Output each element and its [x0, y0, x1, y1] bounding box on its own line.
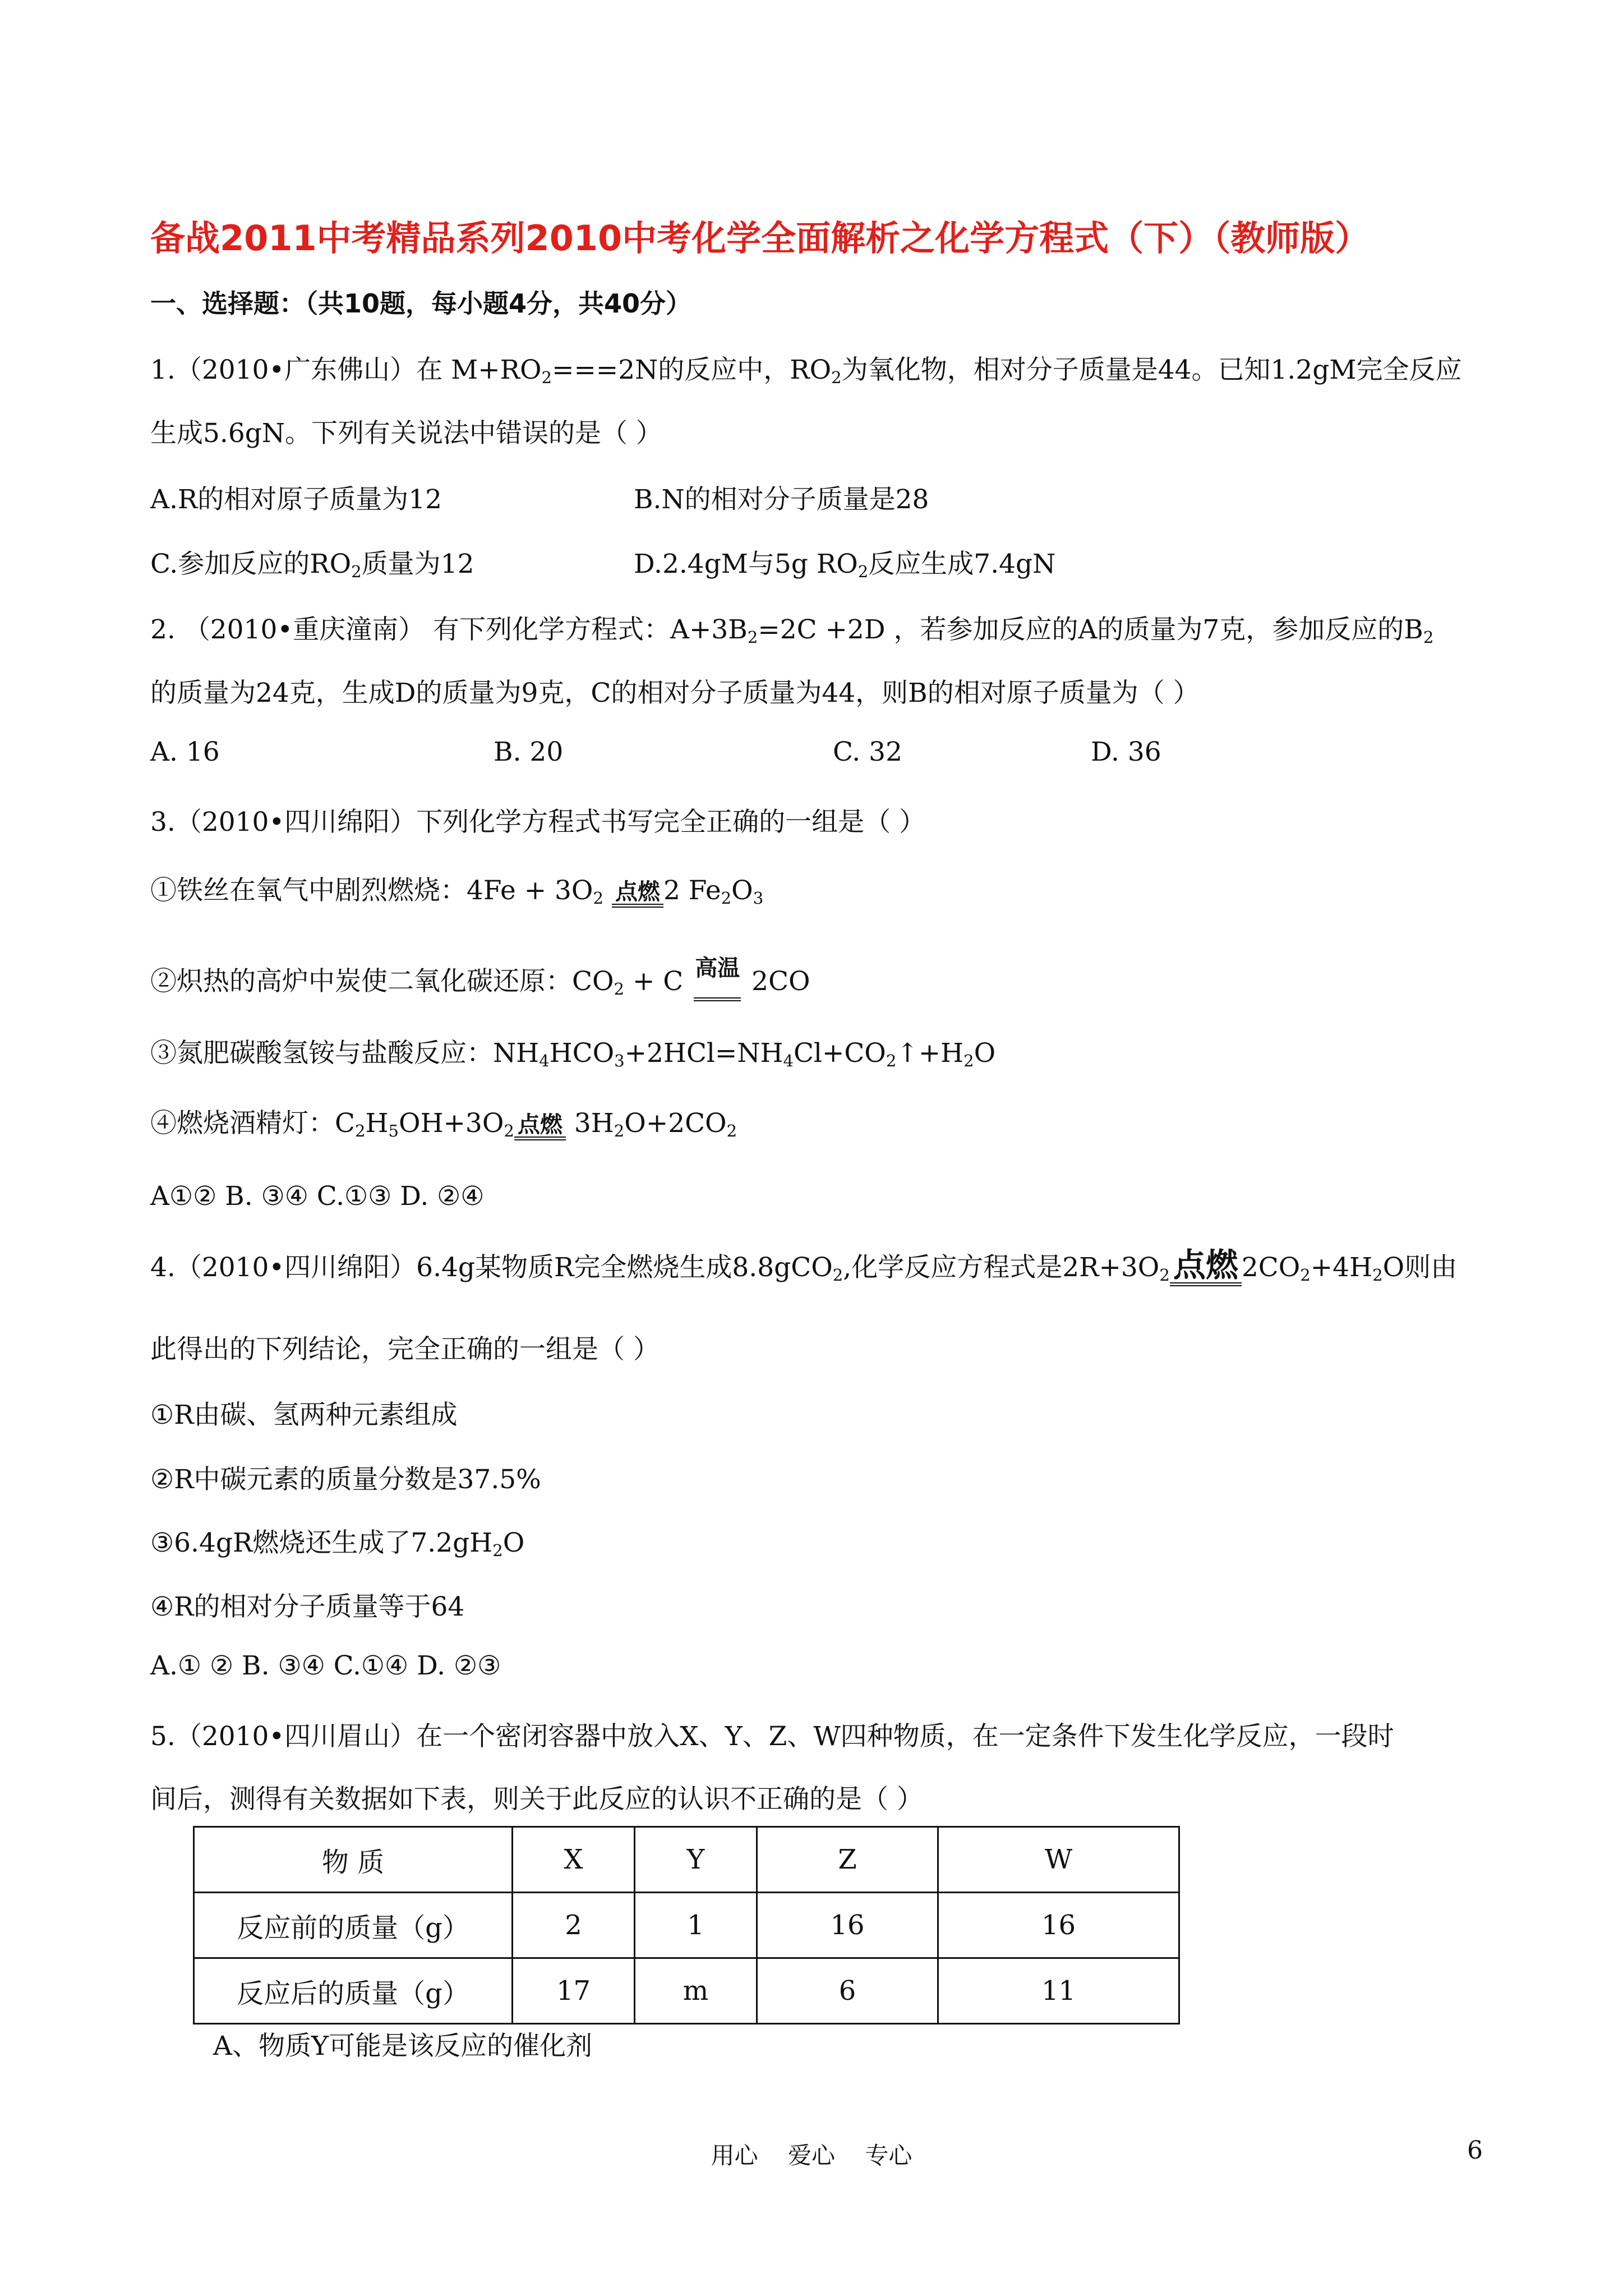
q1-option-a: A.R的相对原子质量为12	[150, 484, 442, 515]
q2-line1: 2. （2010•重庆潼南） 有下列化学方程式：$A+3B_2=2C +2D$ ，若参加反应的A的质量为7克，参加反应的$B_2$	[150, 614, 1434, 647]
q4-statement-2: ②R中碳元素的质量分数是37.5%	[150, 1464, 541, 1495]
q1-line2: 生成5.6gN。下列有关说法中错误的是（ ）	[150, 418, 662, 449]
page-footer: 用心 爱心 专心	[711, 2142, 912, 2169]
q1-option-b: B.N的相对分子质量是28	[634, 484, 929, 515]
table-header-row	[194, 1827, 1179, 1893]
table-cell: 反应后的质量（g）	[194, 1958, 513, 2024]
table-header-cell: X	[513, 1827, 635, 1893]
q4-statement-3: ③6.4gR燃烧还生成了$7.2gH_2O$	[150, 1527, 525, 1561]
q2-option-a: A. 16	[150, 737, 220, 767]
table-cell: 反应前的质量（g）	[194, 1893, 513, 1958]
q3-equation-1: ①铁丝在氧气中剧烈燃烧：$4Fe + 3O_2$ 点燃 2 $Fe_2O_3$	[150, 875, 764, 908]
q3-equation-4: ④燃烧酒精灯：$C_2H_5OH+3O_2$ 点燃 $3H_2O+2CO_2$	[150, 1108, 737, 1141]
table-row	[194, 1893, 1179, 1958]
q1-option-c: C.参加反应的$RO_2$质量为12	[150, 549, 474, 582]
table-cell: 17	[513, 1958, 635, 2024]
table-cell: m	[635, 1958, 757, 2024]
q3-options: A①② B. ③④ C.①③ D. ②④	[150, 1181, 485, 1212]
q4-line2: 此得出的下列结论，完全正确的一组是（ ）	[150, 1334, 660, 1365]
q2-option-b: B. 20	[494, 737, 564, 767]
q2-option-c: C. 32	[833, 737, 902, 767]
mass-data-table	[193, 1826, 1180, 2024]
table-cell: 2	[513, 1893, 635, 1958]
table-row	[194, 1958, 1179, 2024]
table-cell: 1	[635, 1893, 757, 1958]
table-cell: 16	[757, 1893, 938, 1958]
table-header-cell: Z	[757, 1827, 938, 1893]
q3-stem: 3.（2010•四川绵阳）下列化学方程式书写完全正确的一组是（ ）	[150, 807, 926, 838]
reaction-condition-ignite: 点燃	[612, 880, 663, 908]
q2-line2: 的质量为24克，生成D的质量为9克，C的相对分子质量为44，则B的相对原子质量为（ ）	[150, 678, 1200, 708]
q3-equation-2: ②炽热的高炉中炭使二氧化碳还原：$CO_2 + C$ 高温 2CO	[150, 955, 810, 999]
reaction-condition-high-temp: 高温	[691, 956, 743, 980]
q5-option-a: A、物质Y可能是该反应的催化剂	[213, 2031, 592, 2062]
q1-option-d: D.2.4gM与5g $RO_2$反应生成7.4gN	[634, 549, 1056, 582]
q2-option-d: D. 36	[1091, 737, 1161, 767]
q4-options: A.① ② B. ③④ C.①④ D. ②③	[150, 1650, 501, 1681]
page-title: 备战2011中考精品系列2010中考化学全面解析之化学方程式（下）（教师版）	[150, 218, 1370, 259]
reaction-condition-ignite: 点燃	[514, 1113, 566, 1140]
table-header-cell: W	[938, 1827, 1179, 1893]
table-header-cell: 物 质	[194, 1827, 513, 1893]
section-heading: 一、选择题：（共10题，每小题4分，共40分）	[150, 288, 692, 319]
table-header-cell: Y	[635, 1827, 757, 1893]
table-cell: 6	[757, 1958, 938, 2024]
q5-line2: 间后，测得有关数据如下表，则关于此反应的认识不正确的是（ ）	[150, 1784, 923, 1815]
q4-statement-1: ①R由碳、氢两种元素组成	[150, 1400, 458, 1430]
page-number: 6	[1467, 2136, 1483, 2165]
q4-statement-4: ④R的相对分子质量等于64	[150, 1591, 465, 1622]
table-cell: 11	[938, 1958, 1179, 2024]
table-cell: 16	[938, 1893, 1179, 1958]
reaction-condition-ignite: 点燃	[1170, 1248, 1242, 1286]
q4-line1: 4.（2010•四川绵阳）6.4g某物质R完全燃烧生成8.8gCO$_2$,化学反应方程式是$2R+3O_2$ 点燃 $2CO_2+4H_2O$则由	[150, 1246, 1457, 1286]
q5-line1: 5.（2010•四川眉山）在一个密闭容器中放入X、Y、Z、W四种物质，在一定条件下发生化学反应，一段时	[150, 1721, 1394, 1752]
q1-line1: 1.（2010•广东佛山）在 $M+RO_2===2N$的反应中，$RO_2$为氧化物，相对分子质量是44。已知1.2gM完全反应	[150, 355, 1462, 388]
q3-equation-3: ③氮肥碳酸氢铵与盐酸反应：$NH_4HCO_3+2HCl=NH_4Cl+CO_2↑+H_2O$	[150, 1038, 996, 1071]
